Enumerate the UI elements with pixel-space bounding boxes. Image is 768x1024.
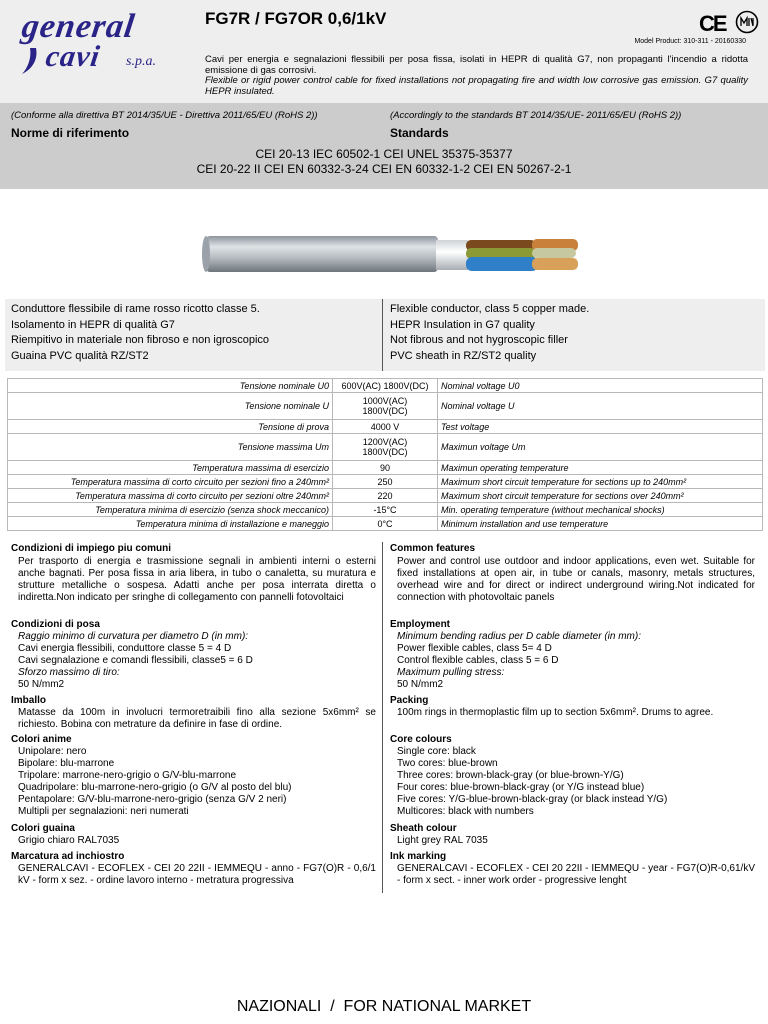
spec-value: -15°C <box>333 503 438 517</box>
conformity-italian: (Conforme alla direttiva BT 2014/35/UE - Direttiva 2011/65/EU (RoHS 2)) <box>11 110 318 121</box>
spec-value: 220 <box>333 489 438 503</box>
spec-label-it: Temperatura minima di installazione e maneggio <box>8 517 333 531</box>
colori-line: Pentapolare: G/V-blu-marrone-nero-grigio (senza G/V 2 neri) <box>18 794 287 805</box>
logo-cavi-text: cavi <box>43 40 103 73</box>
spec-value: 1000V(AC) 1800V(DC) <box>333 393 438 420</box>
core-colours-line: Four cores: blue-brown-black-gray (or Y/G instead blue) <box>397 782 645 793</box>
spec-label-it: Temperatura minima di esercizio (senza shock meccanico) <box>8 503 333 517</box>
section-body-packing: 100m rings in thermoplastic film up to section 5x6mm². Drums to agree. <box>397 707 714 718</box>
product-title: FG7R / FG7OR 0,6/1kV <box>205 9 387 28</box>
core-colours-line: Two cores: blue-brown <box>397 758 498 769</box>
section-body-sheath-colour: Light grey RAL 7035 <box>397 835 488 846</box>
spec-label-en: Nominal voltage U <box>438 393 763 420</box>
section-body-marcatura: GENERALCAVI - ECOFLEX - CEI 20 22II - IEMMEQU - anno - FG7(O)R - 0,6/1 kV - form x sez. - ordine lavoro interno - metratura progressiva <box>18 863 376 886</box>
section-title-employment: Employment <box>390 619 451 630</box>
spec-value: 0°C <box>333 517 438 531</box>
core-colours-line: Three cores: brown-black-gray (or blue-brown-Y/G) <box>397 770 624 781</box>
employment-line: Power flexible cables, class 5= 4 D <box>397 643 552 654</box>
ce-mark-icon: CE <box>699 11 726 36</box>
table-row <box>8 420 763 434</box>
section-title-imballo: Imballo <box>11 695 47 706</box>
spec-label-it: Tensione massima Um <box>8 434 333 461</box>
spec-value: 600V(AC) 1800V(DC) <box>333 379 438 393</box>
colori-line: Unipolare: nero <box>18 746 87 757</box>
spec-label-it: Temperatura massima di esercizio <box>8 461 333 475</box>
section-title-impiego: Condizioni di impiego piu comuni <box>11 543 171 554</box>
table-row <box>8 475 763 489</box>
description-italian: Cavi per energia e segnalazioni flessibili per posa fissa, isolati in HEPR di qualità G7, non propaganti l'incendio a ridotta emissione di gas corrosivi. <box>205 54 748 76</box>
posa-line: Cavi energia flessibili, conduttore classe 5 = 4 D <box>18 643 232 654</box>
employment-line: Maximum pulling stress: <box>397 667 505 678</box>
imq-certification-icon <box>735 10 759 34</box>
company-logo <box>19 8 187 80</box>
construction-en-line: Flexible conductor, class 5 copper made. <box>390 303 590 315</box>
spec-label-it: Temperatura massima di corto circuito per sezioni oltre 240mm² <box>8 489 333 503</box>
posa-line: Raggio minimo di curvatura per diametro D (in mm): <box>18 631 249 642</box>
logo-general-text: general <box>19 8 138 45</box>
spec-label-en: Minimum installation and use temperature <box>438 517 763 531</box>
construction-en-line: HEPR Insulation in G7 quality <box>390 319 535 331</box>
spec-value: 90 <box>333 461 438 475</box>
spec-label-en: Test voltage <box>438 420 763 434</box>
standards-list-line-2: CEI 20-22 II CEI EN 60332-3-24 CEI EN 60332-1-2 CEI EN 50267-2-1 <box>196 162 572 176</box>
spec-label-en: Nominal voltage U0 <box>438 379 763 393</box>
spec-label-en: Maximum short circuit temperature for sections over 240mm² <box>438 489 763 503</box>
standards-label-italian: Norme di riferimento <box>11 126 130 140</box>
spec-value: 4000 V <box>333 420 438 434</box>
spec-label-en: Min. operating temperature (without mechanical shocks) <box>438 503 763 517</box>
construction-en-line: Not fibrous and not hygroscopic filler <box>390 334 568 346</box>
market-footer: NAZIONALI / FOR NATIONAL MARKET <box>236 998 532 1015</box>
construction-it-line: Isolamento in HEPR di qualità G7 <box>11 319 175 331</box>
table-row <box>8 393 763 420</box>
standards-list-line-1: CEI 20-13 IEC 60502-1 CEI UNEL 35375-35377 <box>255 147 513 161</box>
spec-label-en: Maximun voltage Um <box>438 434 763 461</box>
colori-line: Bipolare: blu-marrone <box>18 758 115 769</box>
table-row <box>8 434 763 461</box>
employment-line: 50 N/mm2 <box>397 679 444 690</box>
standards-label-english: Standards <box>390 126 449 140</box>
posa-line: Cavi segnalazione e comandi flessibili, classe5 = 6 D <box>18 655 253 666</box>
section-title-core-colours: Core colours <box>390 734 452 745</box>
core-colours-line: Multicores: black with numbers <box>397 806 534 817</box>
spec-label-it: Temperatura massima di corto circuito per sezioni fino a 240mm² <box>8 475 333 489</box>
spec-label-en: Maximum short circuit temperature for sections up to 240mm² <box>438 475 763 489</box>
conformity-english: (Accordingly to the standards BT 2014/35/UE- 2011/65/EU (RoHS 2)) <box>390 110 682 121</box>
construction-divider <box>382 299 383 371</box>
section-body-guaina: Grigio chiaro RAL7035 <box>18 835 120 846</box>
construction-it-line: Riempitivo in materiale non fibroso e non igroscopico <box>11 334 270 346</box>
section-body-common-features: Power and control use outdoor and indoor applications, even wet. Suitable for fixed installations at open air, in tube or canals, masonry, metals structures, overhead wire and for direct or indirect underground wiring.Not indicated for connection with photovoltaic panels <box>397 556 755 603</box>
table-row <box>8 379 763 393</box>
cable-illustration <box>198 226 583 282</box>
logo-spa-text: s.p.a. <box>126 54 156 69</box>
section-title-posa: Condizioni di posa <box>11 619 100 630</box>
spec-label-en: Maximun operating temperature <box>438 461 763 475</box>
section-title-sheath-colour: Sheath colour <box>390 823 457 834</box>
section-title-ink-marking: Ink marking <box>390 851 447 862</box>
posa-line: 50 N/mm2 <box>18 679 65 690</box>
construction-it-line: Guaina PVC qualità RZ/ST2 <box>11 350 149 362</box>
section-body-imballo: Matasse da 100m in involucri termoretraibili fino alla sezione 5x6mm² se richiesto. Bobina con metrature da definire in fase di ordine. <box>18 707 376 730</box>
table-row <box>8 503 763 517</box>
section-title-marcatura: Marcatura ad inchiostro <box>11 851 125 862</box>
specifications-table <box>7 378 763 531</box>
colori-line: Multipli per segnalazioni: neri numerati <box>18 806 189 817</box>
table-row <box>8 517 763 531</box>
core-colours-line: Single core: black <box>397 746 476 757</box>
section-title-guaina: Colori guaina <box>11 823 75 834</box>
section-body-ink-marking: GENERALCAVI - ECOFLEX - CEI 20 22II - IEMMEQU - year - FG7(O)R-0,61/kV - form x sect. - inner work order - progressive lenght <box>397 863 755 886</box>
table-row <box>8 489 763 503</box>
spec-label-it: Tensione nominale U <box>8 393 333 420</box>
employment-line: Control flexible cables, class 5 = 6 D <box>397 655 559 666</box>
spec-label-it: Tensione nominale U0 <box>8 379 333 393</box>
construction-it-line: Conduttore flessibile di rame rosso ricotto classe 5. <box>11 303 260 315</box>
column-divider <box>382 542 383 893</box>
spec-label-it: Tensione di prova <box>8 420 333 434</box>
employment-line: Minimum bending radius per D cable diameter (in mm): <box>397 631 641 642</box>
colori-line: Tripolare: marrone-nero-grigio o G/V-blu-marrone <box>18 770 237 781</box>
table-row <box>8 461 763 475</box>
spec-value: 1200V(AC) 1800V(DC) <box>333 434 438 461</box>
spec-value: 250 <box>333 475 438 489</box>
core-colours-line: Five cores: Y/G-blue-brown-black-gray (or black instead Y/G) <box>397 794 668 805</box>
section-title-packing: Packing <box>390 695 429 706</box>
construction-en-line: PVC sheath in RZ/ST2 quality <box>390 350 537 362</box>
section-title-common-features: Common features <box>390 543 476 554</box>
posa-line: Sforzo massimo di tiro: <box>18 667 120 678</box>
section-body-impiego: Per trasporto di energia e trasmissione segnali in ambienti interni o esterni anche bagnati. Per posa fissa in aria libera, in tubo o canaletta, su muratura e strutture metalliche o sospesa. Adatti anche per posa interrata diretta o indiretta.Non indicato per sringhe di collegamento con pannelli fotovoltaici <box>18 556 376 603</box>
description-english: Flexible or rigid power control cable for fixed installations not propagating fire and width low corrosive gas emission. G7 quality HEPR insulated. <box>205 75 748 97</box>
model-product: Model Product: 310-311 - 20160330 <box>634 38 746 45</box>
section-title-colori: Colori anime <box>11 734 72 745</box>
colori-line: Quadripolare: blu-marrone-nero-grigio (o G/V al posto del blu) <box>18 782 292 793</box>
